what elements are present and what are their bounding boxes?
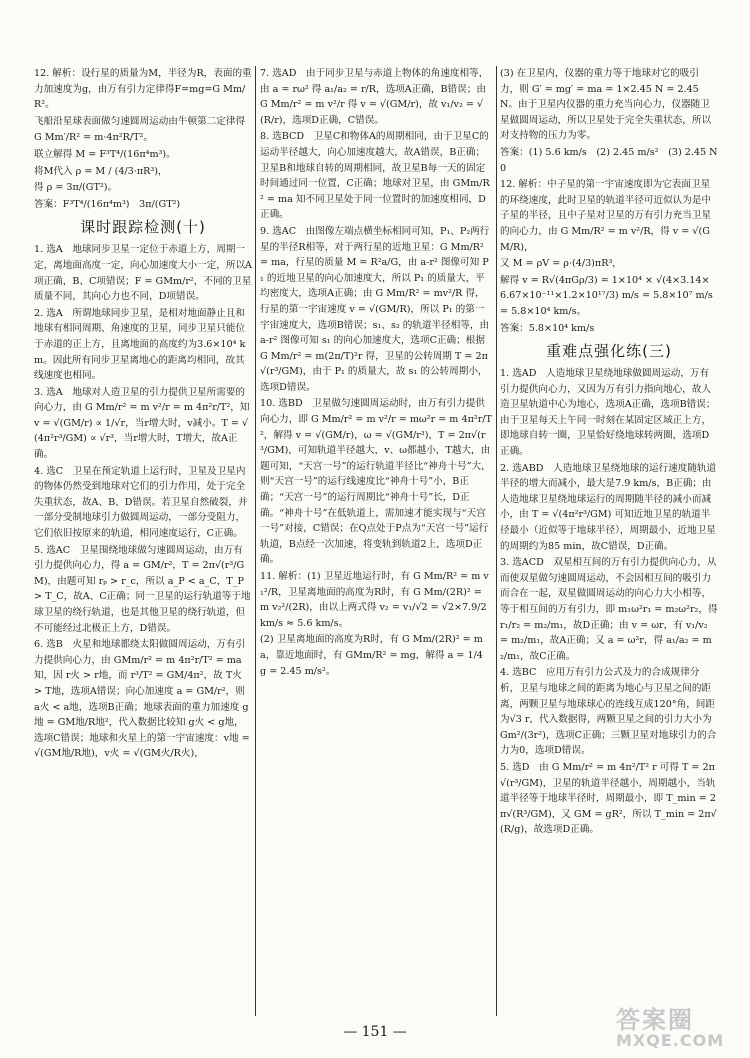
section-title: 课时跟踪检测(十) (80, 218, 206, 237)
answer-paragraph: 5. 选D 由 G Mm/r² = m 4π²/T² r 可得 T = 2π√(r³/GM)，卫星的轨道半径越小，周期越小，当轨道半径等于地球半径时，周期最小，即 T_min = 2π√(R³/GM)，又 GM = gR²，所以 T_min = 2π√(R/g)，故选项D正确。 (500, 761, 717, 836)
answer-paragraph: (3) 在卫星内，仪器的重力等于地球对它的吸引力，则 G′ = mg′ = ma = 1×2.45 N = 2.45 N。由于卫星内仪器的重力充当向心力，仪器随卫星做圆周运动，所以卫星处于完全失重状态，所以对支持物的压力为零。 (500, 68, 712, 142)
answer-paragraph: 11. 解析：(1) 卫星近地运行时，有 G Mm/R² = m v₁²/R，卫星离地面的高度为R时，有 G Mm/(2R)² = m v₂²/(2R)，由以上两式得 v₂ = v₁/√2 = √2×7.9/2 km/s ≈ 5.6 km/s。 (260, 571, 490, 629)
column-divider-right (496, 66, 497, 1016)
answer-paragraph: (2) 卫星离地面的高度为R时，有 G Mm/(2R)² = ma，靠近地面时，有 GMm/R² = mg，解得 a = 1/4 g = 2.45 m/s²。 (260, 634, 486, 677)
answer-paragraph: 9. 选AC 由图像左端点横坐标相同可知，P₁、P₂两行星的半径R相等，对于两行星的近地卫星：G Mm/R² = ma，行星的质量 M = R²a/G，由 a-r² 图像可知 P₁ 的近地卫星的向心加速度大，所以 P₁ 的质量大，平均密度大，选项A正确；由 G Mm/R² = mv²/R 得，行星的第一宇宙速度 v = √(GM/R)，所以 P₁ 的第一宇宙速度大，选项B错误；s₁、s₂ 的轨道半径相等，由 a-r² 图像可知 s₁ 的向心加速度大，选项C正确；根据 G Mm/r² = m(2π/T)²r 得，卫星的公转周期 T = 2π√(r³/GM)，由于 P₁ 的质量大，故 s₁ 的公转周期小，选项D错误。 (260, 225, 493, 393)
answer-paragraph: 2. 选ABD 人造地球卫星绕地球的运行速度随轨道半径的增大而减小，最大是7.9 km/s，B正确；由人造地球卫星绕地球运行的周期随半径的减小而减小，由 T = √(4π²r³/GM) 可知近地卫星的轨道半径最小（近似等于地球半径），周期最小，近地卫星的周期约为85 min，故C错误，D正确。 (500, 462, 717, 552)
answer-paragraph: 飞船沿星球表面做匀速圆周运动由牛顿第二定律得 (34, 115, 246, 127)
watermark-logo (616, 1000, 734, 1050)
column-left (34, 66, 252, 1016)
answer-paragraph: 12. 解析：设行星的质量为M，半径为R，表面的重力加速度为g，由万有引力定律得F=mg=G Mm/R²。 (34, 68, 252, 111)
answer-paragraph: 8. 选BCD 卫星C和物体A的周期相同，由于卫星C的运动半径越大，向心加速度越大，故A错误，B正确；卫星B和地球自转的周期相同，故卫星B每一天的固定时间通过同一位置，C正确；地球对卫星，由 GMm/R² = ma 知不同卫星处于同一位置时的加速度相同，D正确。 (260, 131, 490, 221)
answer-paragraph: 10. 选BD 卫星做匀速圆周运动时，由万有引力提供向心力，即 G Mm/r² = m v²/r = mω²r = m 4π²r/T²，解得 v = √(GM/r)，ω = √(GM/r³)，T = 2π√(r³/GM)，可知轨道半径越大，v、ω都越小，T越大，由题可知，“天宫一号”的运行轨道半径比“神舟十号”大，则“天宫一号”的运行线速度比“神舟十号”小，B正确；“天宫一号”的运行周期比“神舟十号”长，D正确。“神舟十号”在低轨道上，需加速才能实现与“天宫一号”对接，C错误；在Q点处于P点为“天宫一号”运行轨道，B点经一次加速，将变轨到轨道2上，选项D正确。 (260, 398, 492, 566)
column-middle (260, 66, 492, 1016)
answer-paragraph: 2. 选A 所谓地球同步卫星，是相对地面静止且和地球有相同周期、角速度的卫星，同步卫星只能位于赤道的正上方，且离地面的高度约为3.6×10⁴ km。因此所有同步卫星离地心的距离均相同，故其线速度也相同。 (34, 307, 246, 382)
answer-paragraph: 得 ρ = 3π/(GT²)。 (34, 182, 118, 194)
answer-paragraph: 解得 v = R√(4πGρ/3) = 1×10⁴ × √(4×3.14×6.67×10⁻¹¹×1.2×10¹⁷/3) m/s = 5.8×10⁷ m/s = 5.8×10⁴ km/s。 (500, 274, 716, 317)
page-number: — 151 — (343, 1024, 407, 1040)
answer-paragraph: 6. 选B 火星和地球都绕太阳做圆周运动，万有引力提供向心力，由 GMm/r² = m 4π²r/T² = ma 知，因 r火 > r地，而 r³/T² = GM/4π²，故 T火 > T地，选项A错误；向心加速度 a = GM/r²，则 a火 < a地，选项B正确；地球表面的重力加速度 g地 = GM地/R地²，代入数据比较知 g火 < g地，选项C错误；地球和火星上的第一宇宙速度：v地 = √(GM地/R地)，v火 = √(GM火/R火)， (34, 639, 253, 760)
answer-paragraph: 答案：(1) 5.6 km/s (2) 2.45 m/s² (3) 2.45 N 0 (500, 146, 728, 174)
answer-paragraph: 又 M = ρV = ρ·(4/3)πR³， (500, 258, 622, 270)
section-title: 重难点强化练(三) (546, 342, 672, 361)
column-right (500, 66, 728, 1016)
answer-paragraph: 3. 选A 地球对人造卫星的引力提供卫星所需要的向心力，由 G Mm/r² = m v²/r = m 4π²r/T²，知 v = √(GM/r) ∝ 1/√r，当r增大时，v减小。T = √(4π²r³/GM) ∝ √r³，当r增大时，T增大，故A正确。 (34, 386, 253, 461)
answer-paragraph: 将M代入 ρ = M / (4/3·πR³)， (34, 165, 168, 177)
answer-paragraph: 7. 选AD 由于同步卫星与赤道上物体的角速度相等，由 a = rω² 得 a₁/a₂ = r/R，选项A正确，B错误；由 G Mm/r² = m v²/r 得 v = √(GM/r)，故 v₁/v₂ = √(R/r)，选项D正确，C错误。 (260, 68, 489, 126)
answer-paragraph: 联立解得 M = F³T⁴/(16π⁴m³)。 (34, 148, 176, 160)
watermark-text-top: 答案圈 (616, 1006, 694, 1034)
watermark-text-bottom: MXQE.COM (616, 1031, 725, 1050)
answer-paragraph: 1. 选AD 人造地球卫星绕地球做圆周运动，万有引力提供向心力，又因为万有引力指向地心，故人造卫星轨道中心为地心，选项A正确，选项B错误；由于卫星每天上午同一时刻在某固定区域正上方，即地球自转一圈，卫星恰好绕地球转两圈，选项D正确。 (500, 368, 716, 458)
column-divider-left (255, 66, 256, 1016)
answer-paragraph: 12. 解析：中子星的第一宇宙速度即为它表面卫星的环绕速度，此时卫星的轨道半径可近似认为是中子星的半径，且中子星对卫星的万有引力充当卫星的向心力，由 G Mm/R² = m v²/R，得 v = √(GM/R)， (500, 179, 712, 253)
answer-paragraph: 1. 选A 地球同步卫星一定位于赤道上方，周期一定，离地面高度一定，向心加速度大小一定，所以A项正确，B、C项错误；F = GMm/r²，不同的卫星质量不同，其向心力也不同，D项错误。 (34, 244, 252, 303)
answer-paragraph: 4. 选C 卫星在预定轨道上运行时，卫星及卫星内的物体仍然受到地球对它们的引力作用，处于完全失重状态，故A、B、D错误。若卫星自然破裂，并一部分受制地球引力做圆周运动，一部分受阻力，它们依旧按原来的轨道，相同速度运行，C正确。 (34, 465, 248, 540)
answer-paragraph: 4. 选BC 应用万有引力公式及力的合成规律分析，卫星与地球之间的距离为地心与卫星之间的距离，两颗卫星与地球球心的连线互成120°角，间距为√3 r，代入数据得，两颗卫星之间的引力大小为 Gm²/(3r²)，选项C正确；三颗卫星对地球引力的合力为0，选项D错误。 (500, 667, 717, 757)
answer-paragraph: 3. 选ACD 双星相互间的万有引力提供向心力，从而使双星做匀速圆周运动，不会因相互间的吸引力而合在一起，双星做圆周运动的向心力大小相等，等于相互间的万有引力，即 m₁ω²r₁ = m₂ω²r₂，得 r₁/r₂ = m₂/m₁，故D正确；由 v = ωr，有 v₁/v₂ = m₂/m₁，故A正确；又 a = ω²r，得 a₁/a₂ = m₂/m₁，故C正确。 (500, 557, 721, 662)
answer-paragraph: G Mm′/R² = m·4π²R/T²。 (34, 132, 153, 144)
answer-paragraph: 答案：F³T⁴/(16π⁴m³) 3π/(GT²) (34, 198, 181, 210)
answer-paragraph: 答案：5.8×10⁴ km/s (500, 322, 595, 334)
answer-paragraph: 5. 选AC 卫星围绕地球做匀速圆周运动，由万有引力提供向心力，得 a = GM/r²，T = 2π√(r³/GM)，由题可知 rₚ > r_c，所以 a_P < a_C，T_P > T_C，故A、C正确；同一卫星的运行轨道等于地球卫星的绕行轨道，也是其他卫星的绕行轨道，但不可能经过北极正上方，D错误。 (34, 544, 251, 634)
